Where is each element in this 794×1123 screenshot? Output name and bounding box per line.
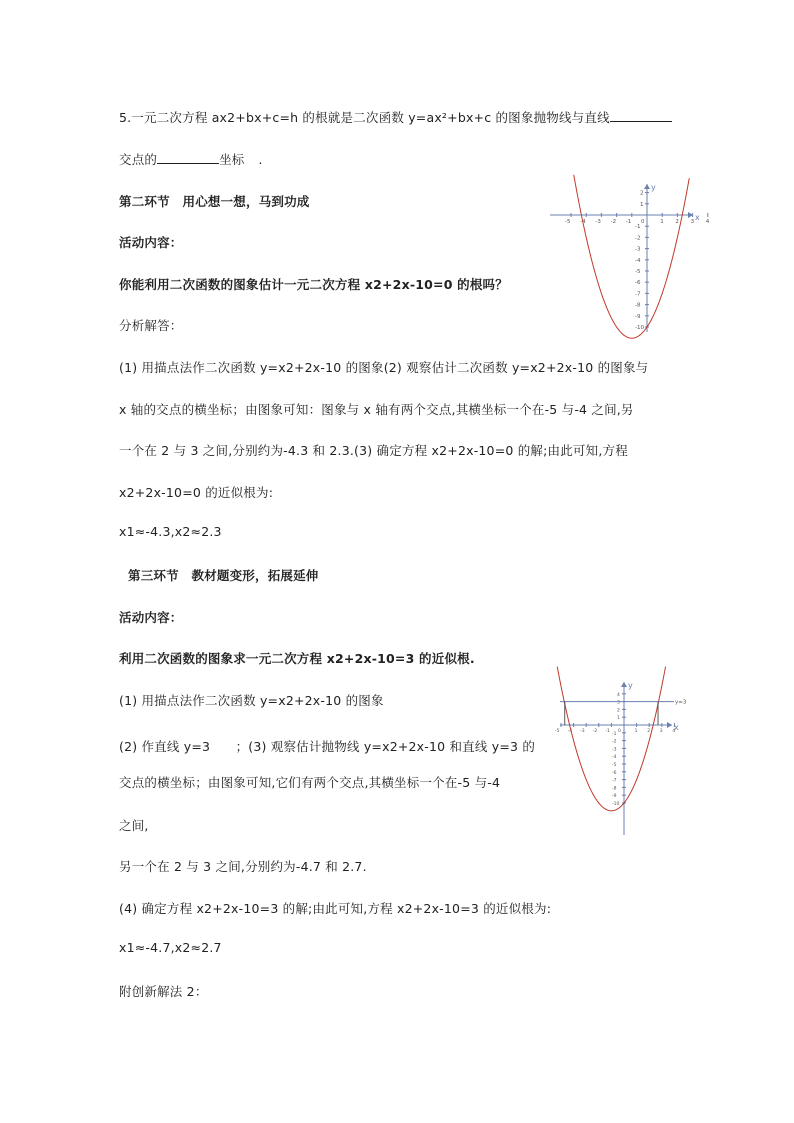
section-2-question: 你能利用二次函数的图象估计一元二次方程 x2+2x-10=0 的根吗？	[119, 277, 508, 292]
section-2-paragraph-2: x 轴的交点的横坐标；由图象可知：图象与 x 轴有两个交点,其横坐标一个在-5 与-4 之间,另	[119, 402, 634, 417]
y-tick-label: -2	[612, 739, 617, 745]
x-tick-label: -3	[595, 219, 601, 225]
y-tick-label: -8	[635, 302, 641, 309]
x-tick-label: -1	[605, 729, 610, 734]
y-tick-label: -4	[612, 755, 617, 761]
x-tick-label: 1	[634, 729, 638, 734]
section-2-analysis-label: 分析解答：	[119, 318, 183, 333]
question-5-text-2: 交点的	[119, 152, 158, 167]
x-tick-label: -2	[610, 219, 617, 225]
x-tick-label: -4	[567, 729, 573, 734]
section-3-answer: x1≈-4.7,x2≈2.7	[119, 940, 222, 955]
y-axis-label: y	[628, 681, 633, 690]
section-3-extra-solution-label: 附创新解法 2：	[119, 984, 208, 999]
x-tick-label: 3	[659, 729, 663, 734]
y-tick-label: -7	[635, 291, 641, 298]
y-tick-label: -3	[635, 246, 641, 253]
x-tick-label: 2	[675, 219, 679, 225]
y-tick-label: -7	[612, 778, 617, 784]
question-5-end: .	[258, 152, 263, 167]
y-tick-label: -1	[635, 224, 641, 231]
answer-blank-line	[610, 109, 672, 122]
y-tick-label: -5	[612, 763, 617, 768]
y-tick-label: -5	[635, 269, 641, 275]
section-2-heading: 第二环节 用心想一想，马到功成	[119, 194, 310, 209]
section-3-step-4: (4) 确定方程 x2+2x-10=3 的解;由此可知,方程 x2+2x-10=3 的近似根为:	[119, 901, 552, 916]
y-tick-label: -9	[612, 794, 617, 800]
question-5-text: 5.一元二次方程 ax2+bx+c=h 的根就是二次函数 y=ax²+bx+c 的图象抛物线与直线	[119, 110, 610, 125]
section-2-paragraph-1: (1) 用描点法作二次函数 y=x2+2x-10 的图象(2) 观察估计二次函数 y=x2+2x-10 的图象与	[119, 360, 649, 375]
y-tick-label: 3	[617, 700, 620, 706]
section-3-heading: 第三环节 教材题变形，拓展延伸	[128, 568, 319, 583]
y-tick-label: -8	[612, 786, 617, 792]
x-tick-label: 1	[660, 219, 664, 225]
parabola-graph-2	[555, 680, 692, 836]
y-tick-label: -3	[612, 747, 617, 753]
section-3-step-2: (2) 作直线 y=3 ；(3) 观察估计抛物线 y=x2+2x-10 和直线 y=3 的	[119, 739, 536, 754]
y-tick-label: 2	[640, 190, 644, 197]
x-tick-label: -3	[580, 729, 585, 734]
x-tick-label: 3	[690, 219, 695, 225]
x-tick-label: 0	[641, 219, 645, 225]
x-tick-label: -1	[625, 219, 632, 225]
section-3-step-2-cont-2: 之间,	[119, 818, 149, 833]
question-5-text-3: 坐标	[219, 152, 245, 167]
section-3-activity-label: 活动内容：	[119, 610, 183, 625]
x-axis-arrow-icon	[667, 722, 672, 728]
question-5-line-2	[119, 150, 263, 168]
section-3-step-2-cont-3: 另一个在 2 与 3 之间,分别约为-4.7 和 2.7.	[119, 859, 367, 874]
x-tick-label: 4	[672, 729, 676, 734]
x-tick-label: -5	[565, 219, 571, 225]
x-axis-label: x	[674, 723, 679, 732]
x-tick-label: 4	[705, 219, 710, 225]
parabola-curve	[574, 175, 690, 338]
y-tick-label: -10	[635, 325, 644, 331]
y-tick-label: -1	[612, 731, 617, 737]
x-tick-label: 2	[647, 729, 651, 734]
y-axis-arrow-icon	[644, 184, 650, 189]
y-tick-label: 1	[640, 201, 644, 208]
y-tick-label: -10	[612, 802, 620, 807]
y-tick-label: 2	[617, 708, 620, 714]
section-2-activity-label: 活动内容：	[119, 235, 183, 250]
y-tick-label: -2	[635, 235, 641, 242]
y-tick-label: -6	[635, 280, 641, 287]
y-tick-label: 1	[617, 716, 620, 722]
x-tick-label: -4	[580, 219, 586, 225]
answer-blank-coordinate	[157, 151, 219, 164]
y-tick-label: -6	[612, 770, 617, 776]
x-tick-label: -5	[555, 729, 560, 734]
section-2-paragraph-4: x2+2x-10=0 的近似根为:	[119, 485, 274, 500]
section-3-question: 利用二次函数的图象求一元二次方程 x2+2x-10=3 的近似根.	[119, 651, 475, 666]
section-3-step-2-cont: 交点的横坐标；由图象可知,它们有两个交点,其横坐标一个在-5 与-4	[119, 775, 501, 790]
y-tick-label: 4	[617, 692, 620, 698]
section-2-answer: x1≈-4.3,x2≈2.3	[119, 524, 222, 539]
x-tick-label: 0	[618, 729, 621, 734]
y-tick-label: -4	[635, 257, 641, 264]
y-axis-label: y	[651, 183, 656, 192]
section-2-paragraph-3: 一个在 2 与 3 之间,分别约为-4.3 和 2.3.(3) 确定方程 x2+2x-10=0 的解;由此可知,方程	[119, 443, 628, 458]
section-3-step-1: (1) 用描点法作二次函数 y=x2+2x-10 的图象	[119, 693, 384, 708]
line-y-equals-3-label: y=3	[675, 699, 687, 706]
y-tick-label: -9	[635, 313, 641, 320]
x-axis-label: x	[695, 213, 700, 222]
parabola-graph-1	[546, 182, 710, 332]
y-axis-arrow-icon	[621, 682, 627, 687]
x-tick-label: -2	[592, 729, 598, 734]
question-5-line-1	[119, 108, 672, 126]
